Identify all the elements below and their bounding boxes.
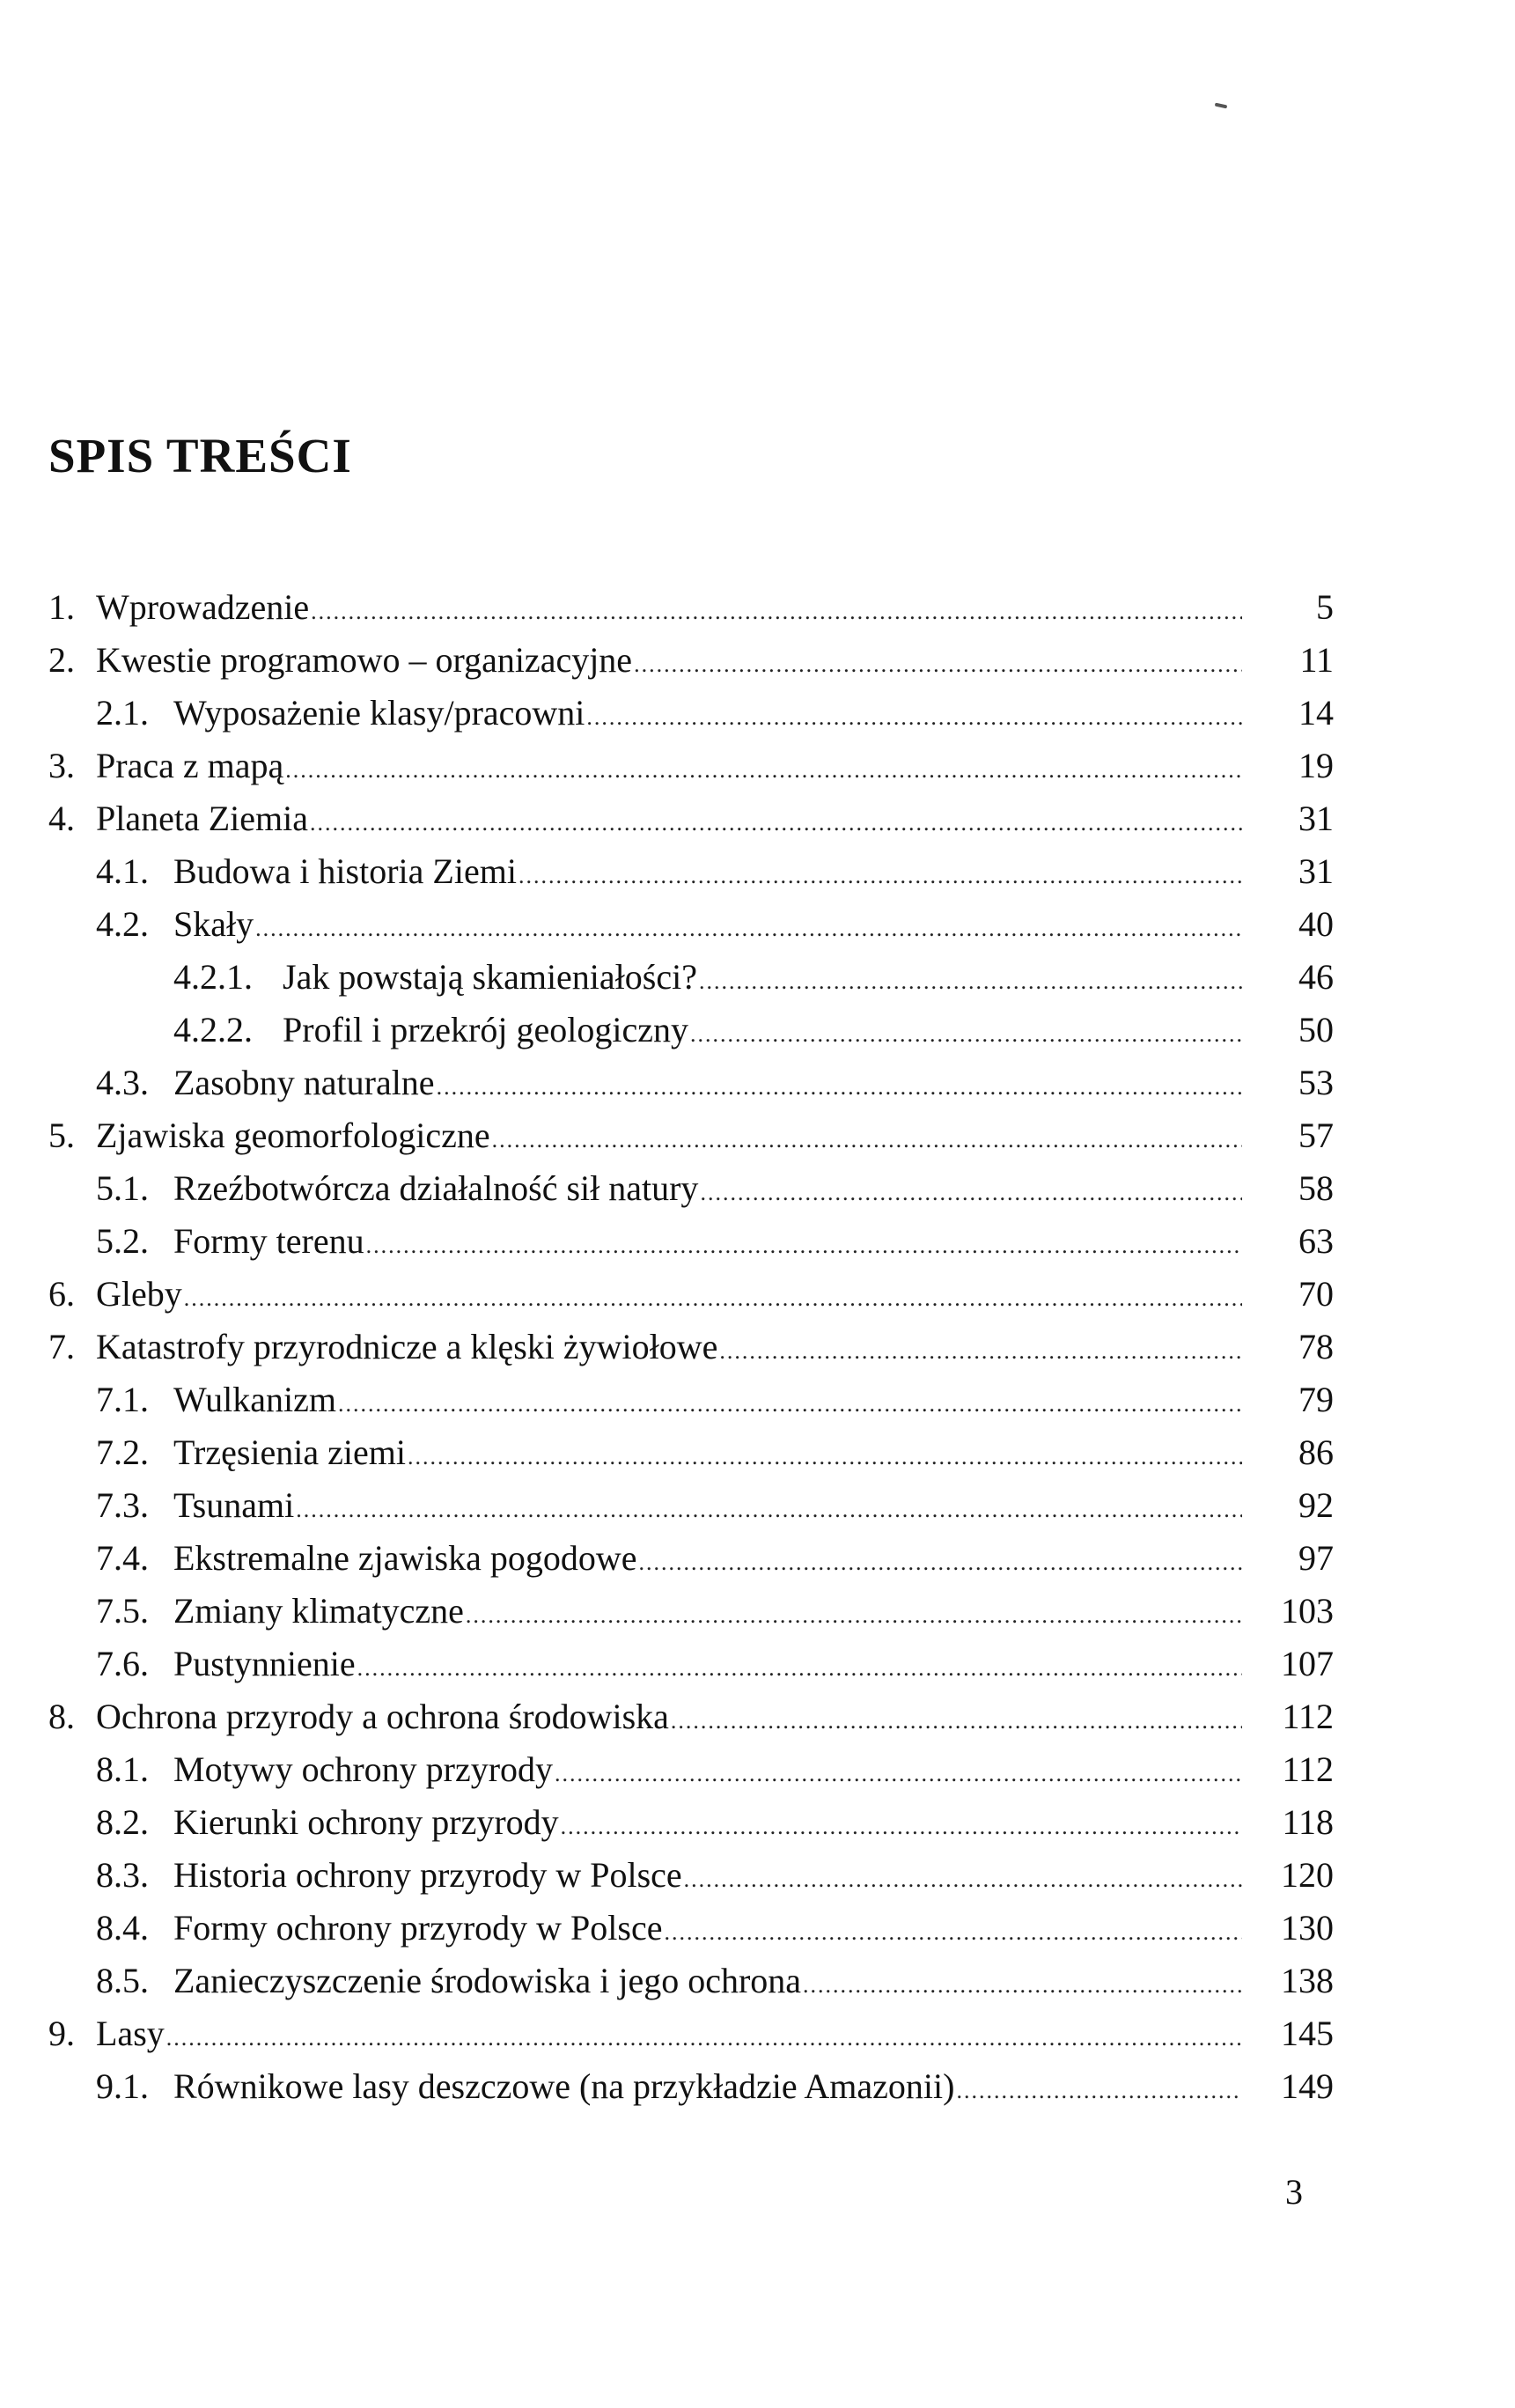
toc-entry-title: Skały bbox=[173, 904, 254, 944]
toc-entry-number: 8.5. bbox=[96, 1961, 149, 2000]
toc-entry-page: 58 bbox=[1298, 1168, 1334, 1208]
toc-entry bbox=[48, 1743, 1334, 1796]
toc-entry-title: Zjawiska geomorfologiczne bbox=[96, 1116, 490, 1155]
toc-entry-title: Zmiany klimatyczne bbox=[173, 1591, 464, 1631]
toc-entry bbox=[48, 1426, 1334, 1479]
toc-entry-number: 7. bbox=[48, 1327, 75, 1366]
toc-entry-number: 8. bbox=[48, 1697, 75, 1736]
toc-entry-title: Formy terenu bbox=[173, 1221, 364, 1261]
toc-entry-number: 9. bbox=[48, 2014, 75, 2053]
toc-entry-title: Rzeźbotwórcza działalność sił natury bbox=[173, 1168, 699, 1208]
toc-entry-title: Wulkanizm bbox=[173, 1380, 336, 1419]
toc-entry bbox=[48, 951, 1334, 1004]
toc-entry-number: 2. bbox=[48, 640, 75, 680]
toc-entry-title: Zanieczyszczenie środowiska i jego ochrona bbox=[173, 1961, 802, 2000]
toc-entry-number: 7.4. bbox=[96, 1538, 149, 1578]
toc-entry-number: 5.2. bbox=[96, 1221, 149, 1261]
toc-entry bbox=[48, 1109, 1334, 1162]
toc-entry-number: 5.1. bbox=[96, 1168, 149, 1208]
toc-entry-title: Tsunami bbox=[173, 1485, 295, 1525]
toc-entry-number: 7.1. bbox=[96, 1380, 149, 1419]
toc-entry-number: 8.2. bbox=[96, 1802, 149, 1842]
toc-entry-page: 97 bbox=[1298, 1538, 1334, 1578]
toc-entry-number: 7.3. bbox=[96, 1485, 149, 1525]
toc-entry bbox=[48, 1955, 1334, 2007]
toc-entry-page: 70 bbox=[1298, 1274, 1334, 1314]
toc-entry-title: Formy ochrony przyrody w Polsce bbox=[173, 1908, 663, 1948]
toc-entry-title: Wyposażenie klasy/pracowni bbox=[173, 693, 585, 733]
toc-entry bbox=[48, 1162, 1334, 1215]
scan-speck bbox=[1215, 103, 1228, 109]
toc-entry-number: 7.5. bbox=[96, 1591, 149, 1631]
toc-entry-page: 120 bbox=[1281, 1855, 1334, 1895]
toc-entry bbox=[48, 2007, 1334, 2060]
toc-entry-title: Budowa i historia Ziemi bbox=[173, 851, 517, 891]
toc-entry-title: Planeta Ziemia bbox=[96, 799, 309, 838]
toc-entry-page: 11 bbox=[1299, 640, 1334, 680]
toc-entry-page: 107 bbox=[1281, 1644, 1334, 1683]
dot-leader bbox=[338, 1378, 1242, 1431]
toc-entry-number: 3. bbox=[48, 746, 75, 785]
dot-leader bbox=[296, 1484, 1242, 1536]
dot-leader bbox=[184, 1272, 1242, 1325]
toc-entry-page: 130 bbox=[1281, 1908, 1334, 1948]
toc-entry-number: 1. bbox=[48, 587, 75, 627]
toc-entry-page: 138 bbox=[1281, 1961, 1334, 2000]
toc-entry-page: 92 bbox=[1298, 1485, 1334, 1525]
toc-entry-page: 145 bbox=[1281, 2014, 1334, 2053]
toc-entry-title: Historia ochrony przyrody w Polsce bbox=[173, 1855, 682, 1895]
toc-entry-title: Ochrona przyrody a ochrona środowiska bbox=[96, 1697, 669, 1736]
toc-entry bbox=[48, 1796, 1334, 1849]
toc-entry-number: 2.1. bbox=[96, 693, 149, 733]
toc-entry bbox=[48, 687, 1334, 740]
toc-entry-title: Jak powstają skamieniałości? bbox=[283, 957, 697, 997]
toc-entry-page: 103 bbox=[1281, 1591, 1334, 1631]
toc-entry-page: 63 bbox=[1298, 1221, 1334, 1261]
toc-entry bbox=[48, 1373, 1334, 1426]
toc-entry bbox=[48, 1690, 1334, 1743]
toc-entry-page: 46 bbox=[1298, 957, 1334, 997]
dot-leader bbox=[357, 1642, 1242, 1695]
toc-entry-title: Wprowadzenie bbox=[96, 587, 310, 627]
toc-entry-title: Trzęsienia ziemi bbox=[173, 1432, 407, 1472]
toc-entry bbox=[48, 1215, 1334, 1268]
toc-entry-page: 40 bbox=[1298, 904, 1334, 944]
toc-entry-page: 14 bbox=[1298, 693, 1334, 733]
toc-entry bbox=[48, 845, 1334, 898]
toc-entry bbox=[48, 740, 1334, 792]
dot-leader bbox=[699, 955, 1242, 1008]
toc-entry-title: Zasobny naturalne bbox=[173, 1063, 435, 1102]
toc-entry bbox=[48, 1638, 1334, 1690]
toc-entry-page: 50 bbox=[1298, 1010, 1334, 1049]
toc-entry bbox=[48, 1902, 1334, 1955]
dot-leader bbox=[166, 2012, 1242, 2065]
toc-entry bbox=[48, 792, 1334, 845]
dot-leader bbox=[285, 744, 1242, 797]
toc-entry-page: 19 bbox=[1298, 746, 1334, 785]
dot-leader bbox=[634, 638, 1242, 691]
dot-leader bbox=[719, 1325, 1242, 1378]
toc-entry-page: 112 bbox=[1282, 1749, 1334, 1789]
dot-leader bbox=[671, 1695, 1242, 1748]
dot-leader bbox=[639, 1536, 1242, 1589]
toc-entry-page: 78 bbox=[1298, 1327, 1334, 1366]
dot-leader bbox=[311, 585, 1242, 638]
toc-entry-page: 31 bbox=[1298, 799, 1334, 838]
toc-entry-page: 53 bbox=[1298, 1063, 1334, 1102]
toc-entry bbox=[48, 2060, 1334, 2113]
toc-entry-number: 4.2.2. bbox=[173, 1010, 253, 1049]
toc-entry-title: Praca z mapą bbox=[96, 746, 284, 785]
dot-leader bbox=[956, 2065, 1242, 2117]
toc-entry-title: Katastrofy przyrodnicze a klęski żywiołowe bbox=[96, 1327, 718, 1366]
toc-entry-title: Ekstremalne zjawiska pogodowe bbox=[173, 1538, 637, 1578]
toc-entry-number: 4.2. bbox=[96, 904, 149, 944]
toc-entry bbox=[48, 1321, 1334, 1373]
toc-entry-page: 57 bbox=[1298, 1116, 1334, 1155]
dot-leader bbox=[664, 1906, 1242, 1959]
toc-entry-number: 9.1. bbox=[96, 2066, 149, 2106]
toc-entry-number: 8.4. bbox=[96, 1908, 149, 1948]
toc-entry bbox=[48, 1849, 1334, 1902]
toc-entry bbox=[48, 1268, 1334, 1321]
page-title: SPIS TREŚCI bbox=[48, 429, 352, 482]
toc-entry bbox=[48, 898, 1334, 951]
dot-leader bbox=[310, 797, 1242, 850]
toc-entry bbox=[48, 1585, 1334, 1638]
toc-entry-page: 86 bbox=[1298, 1432, 1334, 1472]
dot-leader bbox=[492, 1114, 1242, 1167]
toc-entry-number: 4.3. bbox=[96, 1063, 149, 1102]
toc-entry bbox=[48, 634, 1334, 687]
toc-entry-page: 31 bbox=[1298, 851, 1334, 891]
dot-leader bbox=[690, 1008, 1242, 1061]
toc-entry-page: 112 bbox=[1282, 1697, 1334, 1736]
toc-entry-number: 8.1. bbox=[96, 1749, 149, 1789]
dot-leader bbox=[255, 902, 1242, 955]
toc-entry-number: 6. bbox=[48, 1274, 75, 1314]
toc-entry-page: 118 bbox=[1282, 1802, 1334, 1842]
toc-entry-number: 4.2.1. bbox=[173, 957, 253, 997]
dot-leader bbox=[684, 1853, 1242, 1906]
toc-entry-page: 149 bbox=[1281, 2066, 1334, 2106]
toc-entry-title: Równikowe lasy deszczowe (na przykładzie Amazonii) bbox=[173, 2066, 955, 2106]
toc-entry bbox=[48, 1532, 1334, 1585]
toc-entry-number: 7.2. bbox=[96, 1432, 149, 1472]
toc-entry-title: Profil i przekrój geologiczny bbox=[283, 1010, 688, 1049]
toc-entry-number: 5. bbox=[48, 1116, 75, 1155]
table-of-contents bbox=[48, 581, 1334, 2113]
dot-leader bbox=[408, 1431, 1242, 1484]
dot-leader bbox=[561, 1800, 1242, 1853]
toc-entry-page: 5 bbox=[1316, 587, 1334, 627]
dot-leader bbox=[518, 850, 1242, 902]
dot-leader bbox=[700, 1167, 1242, 1219]
dot-leader bbox=[586, 691, 1242, 744]
toc-entry bbox=[48, 581, 1334, 634]
toc-entry-number: 8.3. bbox=[96, 1855, 149, 1895]
toc-entry-title: Lasy bbox=[96, 2014, 165, 2053]
toc-entry-number: 4. bbox=[48, 799, 75, 838]
toc-entry-title: Kierunki ochrony przyrody bbox=[173, 1802, 559, 1842]
toc-entry-number: 7.6. bbox=[96, 1644, 149, 1683]
toc-entry-page: 79 bbox=[1298, 1380, 1334, 1419]
page-number: 3 bbox=[1285, 2172, 1303, 2212]
dot-leader bbox=[366, 1219, 1242, 1272]
dot-leader bbox=[437, 1061, 1242, 1114]
toc-entry-title: Motywy ochrony przyrody bbox=[173, 1749, 554, 1789]
toc-entry-number: 4.1. bbox=[96, 851, 149, 891]
toc-entry-title: Pustynnienie bbox=[173, 1644, 356, 1683]
toc-entry bbox=[48, 1057, 1334, 1109]
toc-entry-title: Gleby bbox=[96, 1274, 182, 1314]
dot-leader bbox=[803, 1959, 1242, 2012]
toc-entry bbox=[48, 1004, 1334, 1057]
dot-leader bbox=[555, 1748, 1242, 1800]
toc-entry-title: Kwestie programowo – organizacyjne bbox=[96, 640, 633, 680]
toc-entry bbox=[48, 1479, 1334, 1532]
dot-leader bbox=[466, 1589, 1242, 1642]
